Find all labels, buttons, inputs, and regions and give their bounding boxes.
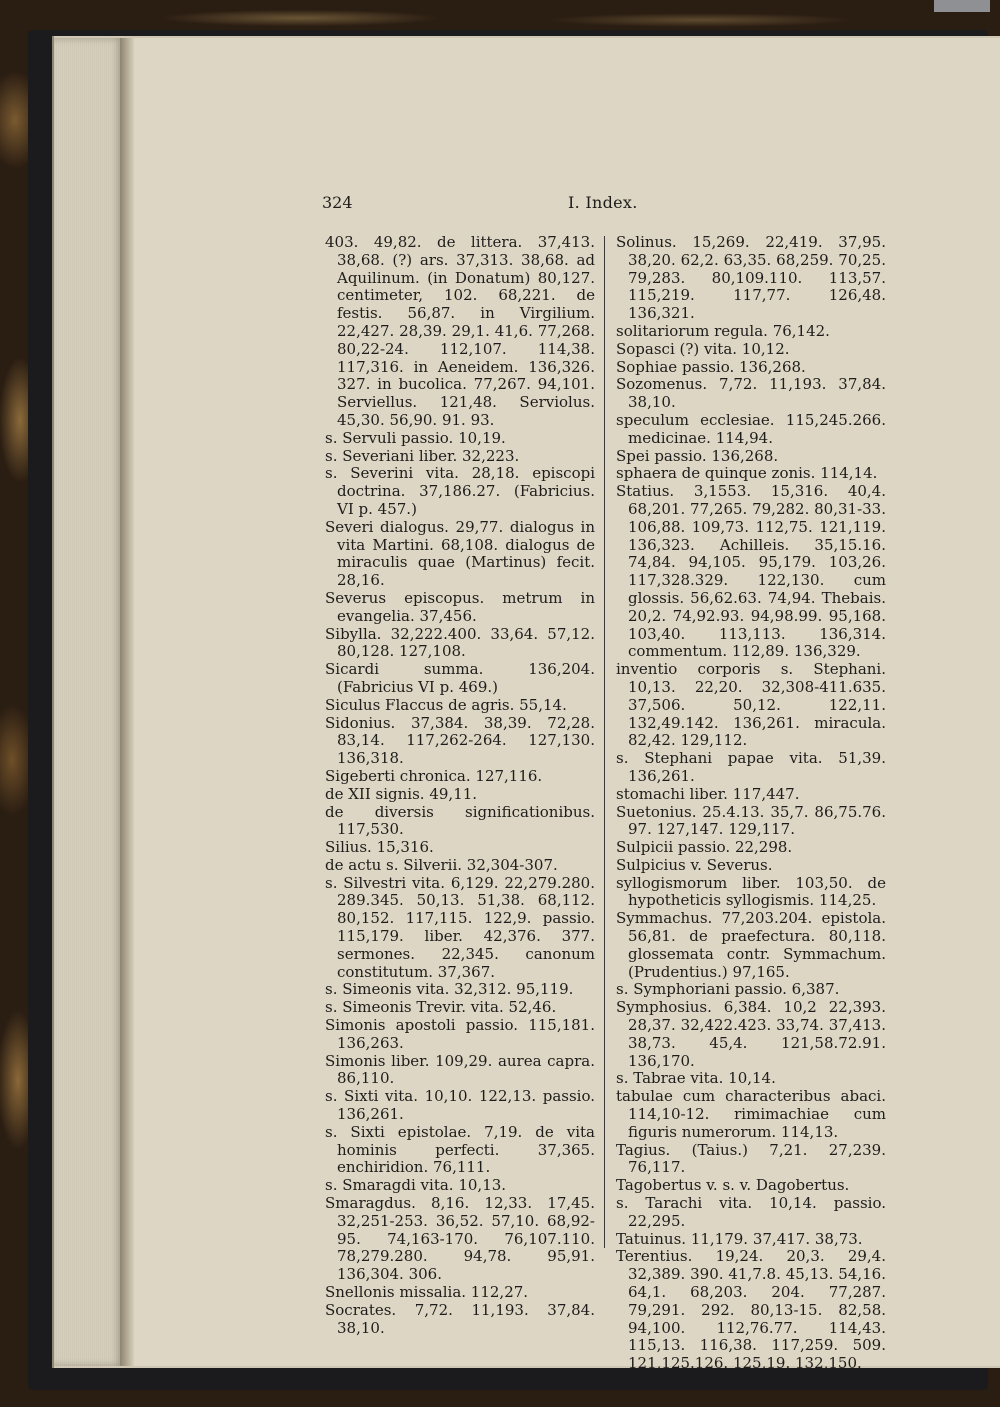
- index-entry: Smaragdus. 8,16. 12,33. 17,45. 32,251-253. 36,52. 57,10. 68,92-95. 74,163-170. 76,107.110. 78,279.280. 94,78. 95,91. 136,304. 306.: [325, 1194, 595, 1284]
- index-entry: s. Simeonis vita. 32,312. 95,119.: [325, 980, 574, 999]
- page-edges: [54, 38, 124, 1366]
- index-entry: s. Simeonis Trevir. vita. 52,46.: [325, 998, 557, 1017]
- index-entry: Sidonius. 37,384. 38,39. 72,28. 83,14. 117,262-264. 127,130. 136,318.: [325, 713, 595, 768]
- index-entry: Statius. 3,1553. 15,316. 40,4. 68,201. 77,265. 79,282. 80,31-33. 106,88. 109,73. 112,75. 121,119. 136,323. Achilleis. 35,15.16. 74,84. 94,105. 95,179. 103,26. 117,328.329. 122,130. cum glossis. 56,62.63. 74,94. Thebais. 20,2. 74,92.93. 94,98.99. 95,168. 103,40. 113,113. 136,314. commentum. 112,89. 136,329.: [616, 482, 886, 661]
- index-entry: Terentius. 19,24. 20,3. 29,4. 32,389. 390. 41,7.8. 45,13. 54,16. 64,1. 68,203. 204. 77,287. 79,291. 292. 80,13-15. 82,58. 94,100. 112,76.77. 114,43. 115,13. 116,38. 117,259. 509. 121,125.126. 125,19. 132,150.: [616, 1247, 886, 1373]
- index-entry: Sibylla. 32,222.400. 33,64. 57,12. 80,128. 127,108.: [325, 624, 595, 661]
- index-entry: s. Servuli passio. 10,19.: [325, 428, 506, 447]
- index-entry: s. Sixti vita. 10,10. 122,13. passio. 136,261.: [325, 1087, 595, 1124]
- index-entry: Tagius. (Taius.) 7,21. 27,239. 76,117.: [616, 1140, 886, 1177]
- index-entry: Sulpicii passio. 22,298.: [616, 838, 793, 857]
- index-entry: solitariorum regula. 76,142.: [616, 321, 830, 340]
- index-entry: s. Tabrae vita. 10,14.: [616, 1069, 776, 1088]
- index-entry: Silius. 15,316.: [325, 838, 434, 857]
- index-entry: s. Stephani papae vita. 51,39. 136,261.: [616, 749, 886, 785]
- corner-tab: [934, 0, 990, 12]
- index-entry: Severi dialogus. 29,77. dialogus in vita Martini. 68,108. dialogus de miraculis quae (Martinus) fecit. 28,16.: [325, 517, 595, 590]
- index-entry: de diversis significationibus. 117,530.: [325, 802, 595, 839]
- index-entry: de XII signis. 49,11.: [325, 784, 478, 803]
- index-entry: Symmachus. 77,203.204. epistola. 56,81. de praefectura. 80,118. glossemata contr. Symmachum. (Prudentius.) 97,165.: [616, 909, 886, 981]
- index-entry: inventio corporis s. Stephani. 10,13. 22,20. 32,308-411.635. 37,506. 50,12. 122,11. 132,49.142. 136,261. miracula. 82,42. 129,112.: [616, 660, 886, 750]
- index-entry: Socrates. 7,72. 11,193. 37,84. 38,10.: [325, 1300, 595, 1337]
- index-entry: sphaera de quinque zonis. 114,14.: [616, 464, 878, 483]
- index-entry: syllogismorum liber. 103,50. de hypotheticis syllogismis. 114,25.: [616, 873, 886, 910]
- index-entry: Symphosius. 6,384. 10,2 22,393. 28,37. 32,422.423. 33,74. 37,413. 38,73. 45,4. 121,58.72.91. 136,170.: [616, 998, 886, 1070]
- index-entry: Snellonis missalia. 112,27.: [325, 1283, 529, 1302]
- index-entry: de actu s. Silverii. 32,304-307.: [325, 855, 558, 874]
- index-entry: speculum ecclesiae. 115,245.266. medicinae. 114,94.: [616, 410, 886, 447]
- index-entry: Sozomenus. 7,72. 11,193. 37,84. 38,10.: [616, 375, 886, 412]
- index-entry: Simonis apostoli passio. 115,181. 136,263.: [325, 1016, 595, 1052]
- index-entry: Sicardi summa. 136,204. (Fabricius VI p. 469.): [325, 660, 595, 696]
- index-entry: Solinus. 15,269. 22,419. 37,95. 38,20. 62,2. 63,35. 68,259. 70,25. 79,283. 80,109.110. 113,57. 115,219. 117,77. 126,48. 136,321.: [616, 233, 886, 323]
- page-number: 324: [322, 193, 353, 212]
- left-column: [325, 234, 595, 1337]
- right-column: [616, 234, 886, 1373]
- index-entry: s. Tarachi vita. 10,14. passio. 22,295.: [616, 1194, 886, 1230]
- index-entry: 403. 49,82. de littera. 37,413. 38,68. (?) ars. 37,313. 38,68. ad Aquilinum. (in Donatum) 80,127. centimeter, 102. 68,221. de festis. 56,87. in Virgilium. 22,427. 28,39. 29,1. 41,6. 77,268. 80,22-24. 112,107. 114,38. 117,316. in Aeneidem. 136,326. 327. in bucolica. 77,267. 94,101. Serviellus. 121,48. Serviolus. 45,30. 56,90. 91. 93.: [325, 233, 595, 429]
- index-entry: Sigeberti chronica. 127,116.: [325, 766, 543, 785]
- index-entry: Simonis liber. 109,29. aurea capra. 86,110.: [325, 1051, 595, 1088]
- index-entry: Siculus Flaccus de agris. 55,14.: [325, 695, 567, 714]
- gutter: [120, 38, 134, 1366]
- index-entry: Tatuinus. 11,179. 37,417. 38,73.: [616, 1229, 863, 1248]
- book-page: [134, 38, 1000, 1373]
- page-header: [134, 193, 1000, 217]
- index-entry: s. Sixti epistolae. 7,19. de vita hominis perfecti. 37,365. enchiridion. 76,111.: [325, 1122, 595, 1177]
- index-entry: Spei passio. 136,268.: [616, 446, 779, 465]
- index-entry: s. Smaragdi vita. 10,13.: [325, 1176, 507, 1195]
- index-entry: stomachi liber. 117,447.: [616, 784, 800, 803]
- index-entry: Sopasci (?) vita. 10,12.: [616, 339, 790, 358]
- index-entry: Tagobertus v. s. v. Dagobertus.: [616, 1176, 850, 1195]
- index-entry: Sulpicius v. Severus.: [616, 855, 773, 874]
- index-entry: s. Symphoriani passio. 6,387.: [616, 980, 840, 999]
- index-entry: Sophiae passio. 136,268.: [616, 357, 806, 376]
- index-entry: s. Severini vita. 28,18. episcopi doctrina. 37,186.27. (Fabricius. VI p. 457.): [325, 464, 595, 518]
- index-entry: tabulae cum characteribus abaci. 114,10-12. rimimachiae cum figuris numerorum. 114,13.: [616, 1087, 886, 1141]
- index-entry: Severus episcopus. metrum in evangelia. 37,456.: [325, 588, 595, 625]
- index-entry: Suetonius. 25.4.13. 35,7. 86,75.76. 97. 127,147. 129,117.: [616, 802, 886, 839]
- index-entry: s. Severiani liber. 32,223.: [325, 446, 520, 465]
- index-entry: s. Silvestri vita. 6,129. 22,279.280. 289.345. 50,13. 51,38. 68,112. 80,152. 117,115. 122,9. passio. 115,179. liber. 42,376. 377. sermones. 22,345. canonum constitutum. 37,367.: [325, 873, 595, 981]
- column-rule: [604, 236, 605, 1248]
- running-head: I. Index.: [568, 193, 638, 212]
